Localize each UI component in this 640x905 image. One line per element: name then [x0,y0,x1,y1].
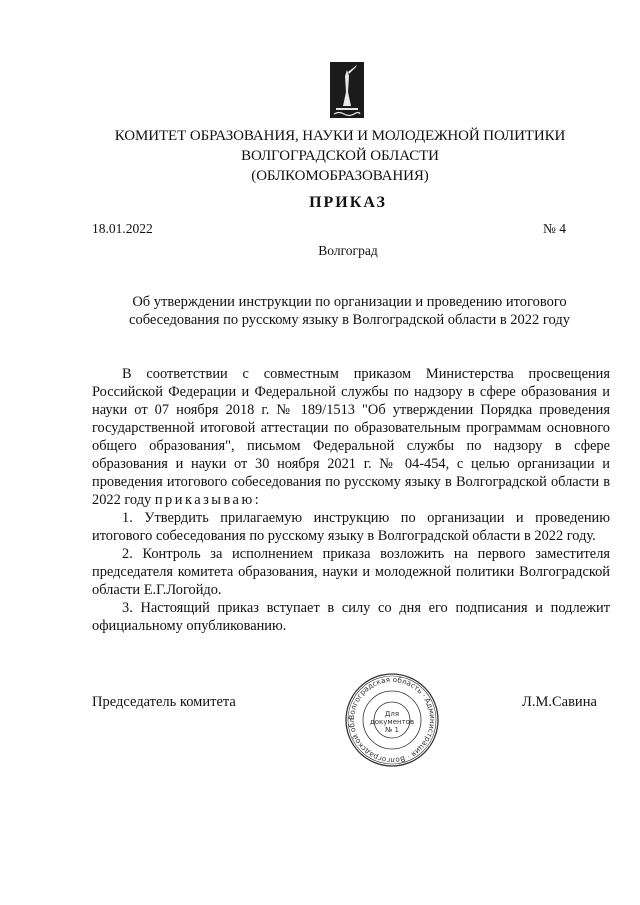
coat-of-arms-emblem [330,62,364,118]
org-line-1: КОМИТЕТ ОБРАЗОВАНИЯ, НАУКИ И МОЛОДЕЖНОЙ ПОЛИТИКИ [114,128,566,144]
decree-word: приказываю: [154,492,262,508]
order-subject [92,293,607,329]
body-intro-text: В соответствии с совместным приказом Министерства просвещения Российской Федерации и Федеральной службы по надзору в сфере образования и науки от 07 ноября 2018 г. № 189/1513 "Об утверждении Порядка проведения государственной итоговой аттестации по образовательным программам основного общего образования", письмом Федеральной службы по надзору в сфере образования и науки от 30 ноября 2021 г. № 04-454, с целью организации и проведения итогового собеседования по русскому языку в Волгоградской области в 2022 году [92,366,610,508]
org-line-3: (ОБЛКОМОБРАЗОВАНИЯ) [251,168,429,184]
seal-ring-text: Волгоградская область · Администрация · Волгоградской обл [346,674,438,766]
body-item-2: 2. Контроль за исполнением приказа возложить на первого заместителя председателя комитета образования, науки и молодежной политики Волгоградской области Е.Г.Логойдо. [92,546,610,598]
signatory-position: Председатель комитета [92,694,236,710]
body-intro-paragraph [92,365,610,509]
seal-inner-line-1: Для [384,710,400,718]
order-date: 18.01.2022 [92,221,153,236]
organization-header [60,126,620,186]
signatory-name: Л.М.Савина [522,694,597,710]
document-type-title: ПРИКАЗ [309,194,387,211]
official-seal-stamp [344,672,440,768]
subject-line-2: собеседования по русскому языку в Волгоградской области в 2022 году [129,312,570,328]
body-item-1: 1. Утвердить прилагаемую инструкцию по организации и проведению итогового собеседования по русскому языку в Волгоградской области в 2022 году. [92,510,610,544]
order-body [92,365,610,635]
order-number: № 4 [543,221,567,236]
org-line-2: ВОЛГОГРАДСКОЙ ОБЛАСТИ [241,148,439,164]
order-city: Волгоград [318,243,378,258]
subject-line-1: Об утверждении инструкции по организации и проведению итогового [132,294,567,310]
seal-inner-line-3: № 1 [385,726,399,734]
seal-inner-line-2: документов [369,718,415,726]
body-item-3: 3. Настоящий приказ вступает в силу со дня его подписания и подлежит официальному опубликованию. [92,600,610,634]
